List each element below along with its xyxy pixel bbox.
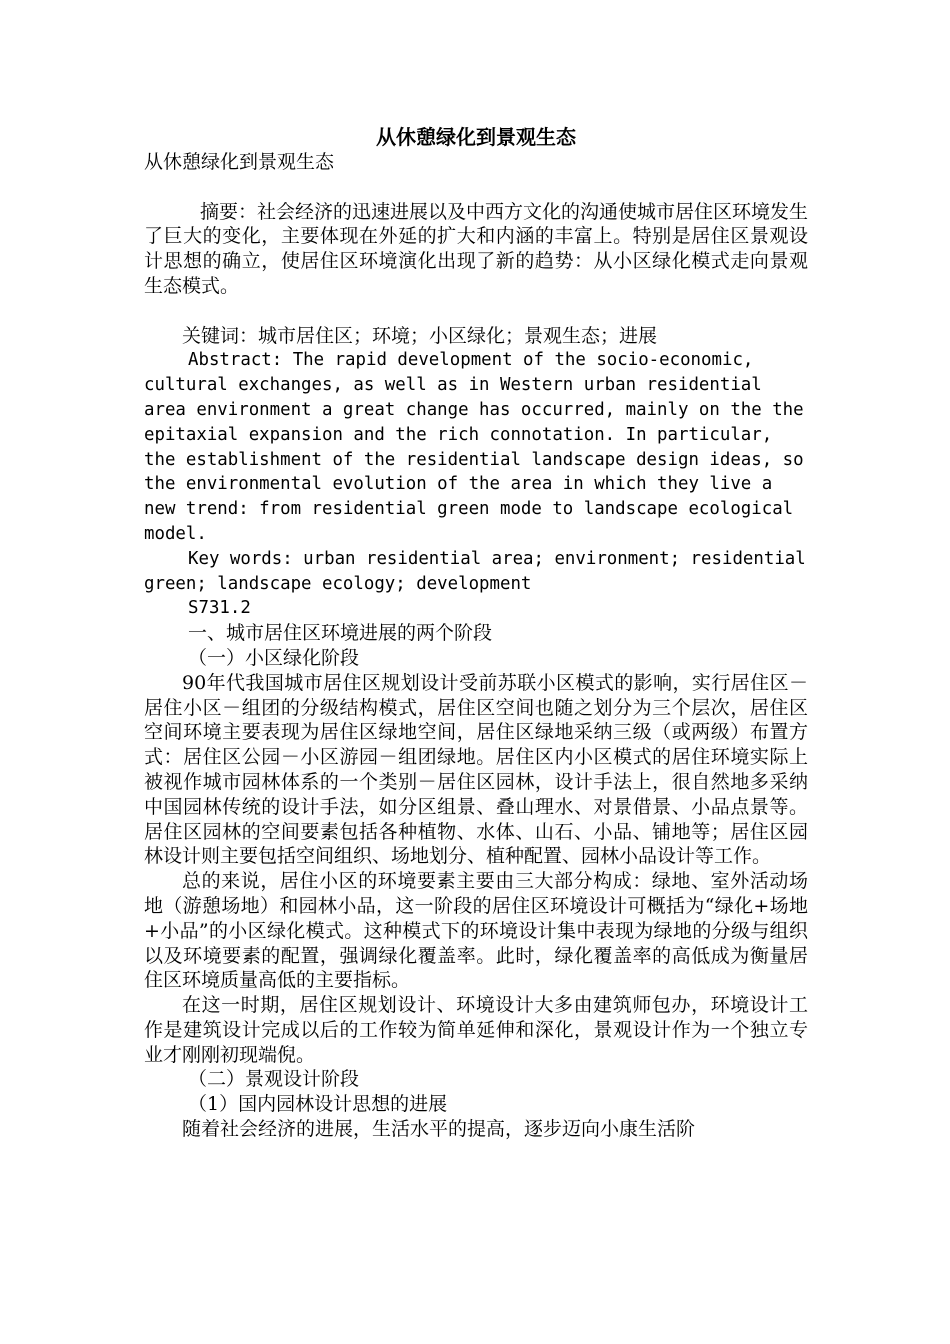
body-paragraph: 在这一时期，居住区规划设计、环境设计大多由建筑师包办，环境设计工作是建筑设计完成以后的工作较为简单延伸和深化，景观设计作为一个独立专业才刚刚初现端倪。 — [144, 994, 808, 1066]
subsection-heading: （一）小区绿化阶段 — [188, 646, 360, 669]
document-page — [144, 124, 808, 1142]
keywords-en: Key words: urban residential area; environment; residential green; landscape ecology; development — [144, 548, 806, 594]
blank-line — [144, 299, 808, 324]
body-paragraph: 随着社会经济的进展，生活水平的提高，逐步迈向小康生活阶 — [182, 1118, 696, 1141]
body-paragraph: 90年代我国城市居住区规划设计受前苏联小区模式的影响，实行居住区－居住小区－组团的分级结构模式，居住区空间也随之划分为三个层次，居住区空间环境主要表现为居住区绿地空间，居住区绿地采纳三级（或两级）布置方式：居住区公园－小区游园－组团绿地。居住区内小区模式的居住环境实际上被视作城市园林体系的一个类别－居住区园林，设计手法上，很自然地多采纳中国园林传统的设计手法，如分区组景、叠山理水、对景借景、小品点景等。居住区园林的空间要素包括各种植物、水体、山石、小品、铺地等；居住区园林设计则主要包括空间组织、场地划分、植种配置、园林小品设计等工作。 — [144, 671, 808, 868]
abstract-en: Abstract: The rapid development of the socio-economic, cultural exchanges, as well as in Western urban residential area environment a great change has occurred, mainly on the the epitaxial expansion and the rich connotation. In particular, the establishment of the residential landscape design ideas, so the environmental evolution of the area in which they live a new trend: from residential green mode to landscape ecological model. — [144, 350, 804, 544]
classification-number: S731.2 — [188, 598, 251, 619]
keywords-cn: 关键词：城市居住区；环境；小区绿化；景观生态；进展 — [182, 324, 658, 347]
document-title: 从休憩绿化到景观生态 — [376, 125, 576, 149]
subsection-heading: （二）景观设计阶段 — [188, 1068, 360, 1091]
abstract-cn: 摘要：社会经济的迅速进展以及中西方文化的沟通使城市居住区环境发生了巨大的变化，主要体现在外延的扩大和内涵的丰富上。特别是居住区景观设计思想的确立，使居住区环境演化出现了新的趋势：从小区绿化模式走向景观生态模式。 — [144, 200, 809, 297]
document-subtitle: 从休憩绿化到景观生态 — [144, 151, 335, 173]
subsubsection-heading: （1）国内园林设计思想的进展 — [188, 1093, 448, 1116]
section-heading: 一、城市居住区环境进展的两个阶段 — [188, 622, 493, 645]
body-paragraph: 总的来说，居住小区的环境要素主要由三大部分构成：绿地、室外活动场地（游憩场地）和园林小品，这一阶段的居住区环境设计可概括为“绿化+场地+小品”的小区绿化模式。这种模式下的环境设计集中表现为绿地的分级与组织以及环境要素的配置，强调绿化覆盖率。此时，绿化覆盖率的高低成为衡量居住区环境质量高低的主要指标。 — [144, 870, 808, 992]
blank-line — [144, 175, 808, 200]
